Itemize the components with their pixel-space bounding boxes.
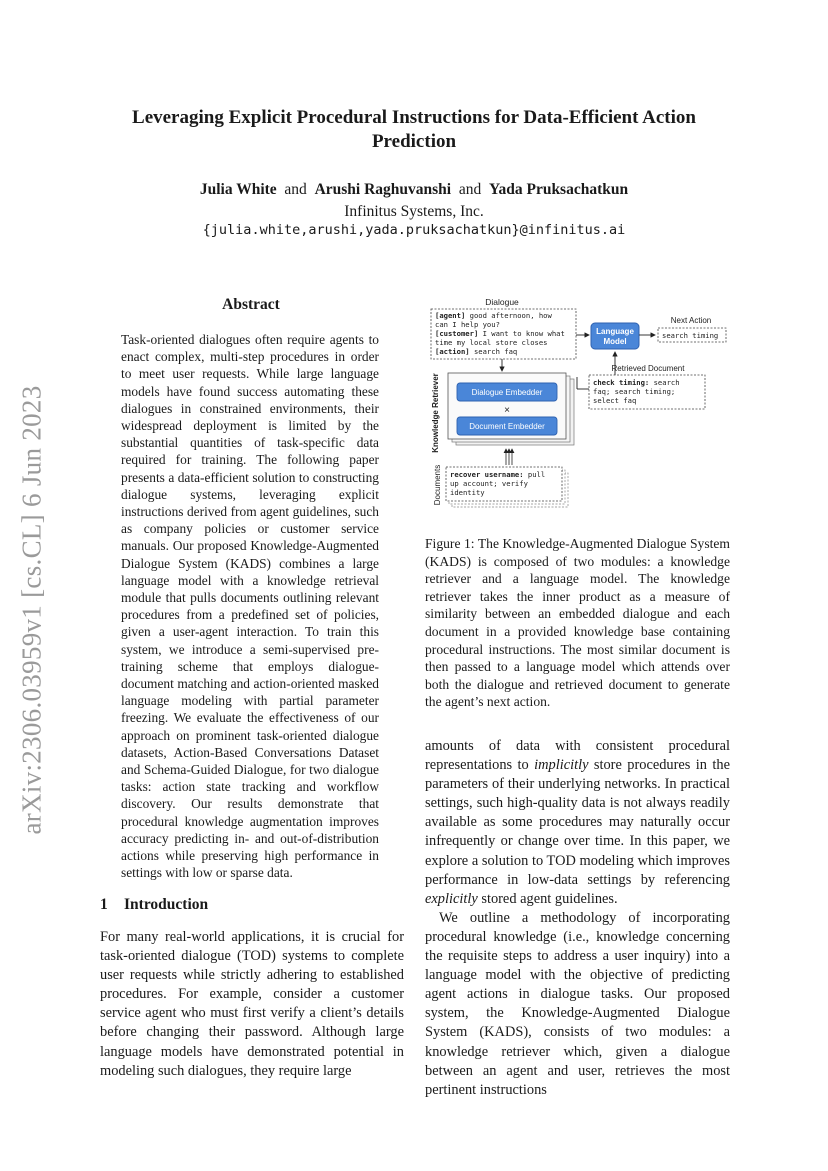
svg-text:recover username: pull: recover username: pull <box>450 470 546 479</box>
svg-text:can I help you?: can I help you? <box>435 320 500 329</box>
svg-text:up account; verify: up account; verify <box>450 479 528 488</box>
paragraph: We outline a methodology of incorporating procedural knowledge (i.e., knowledge concerning the requisite steps to address a user inquiry) into a language model with the objective of predicting agent actions in dialogue tasks. Our proposed system, the Knowledge-Augmented Dialogue System (KADS), consists of two modules: a knowledge retriever which, given a dialogue between an agent and user, retrieves the most pertinent instructions <box>425 909 730 1098</box>
language-model-label: Model <box>603 337 627 346</box>
svg-text:[action] search faq: [action] search faq <box>435 347 518 356</box>
retrieved-document-label: Retrieved Document <box>611 364 685 373</box>
documents-label: Documents <box>433 464 442 506</box>
inner-product-symbol: × <box>504 405 510 416</box>
section-title: Introduction <box>124 896 209 913</box>
dialogue-lines <box>435 311 565 356</box>
kads-figure <box>426 295 731 510</box>
arxiv-stamp: arXiv:2306.03959v1 [cs.CL] 6 Jun 2023 <box>16 385 47 835</box>
author-separator: and <box>458 181 482 198</box>
abstract-text: Task-oriented dialogues often require agents to enact complex, multi-step procedures in order to meet user requests. While large language models have found success automating these dialogues in constrained environments, their widespread deployment is limited by the substantial quantities of task-specific data required for training. The following paper presents a data-efficient solution to constructing dialogue systems, leveraging explicit instructions derived from agent guidelines, such as company policies or customer service manuals. Our proposed Knowledge-Augmented Dialogue System (KADS) combines a large language model with a knowledge retrieval module that pulls documents outlining relevant procedures from a predefined set of policies, given a user-agent interaction. To train this system, we introduce a semi-supervised pre-training scheme that employs dialogue-document matching and action-oriented masked language modeling with partial parameter freezing. We evaluate the effectiveness of our approach on prominent task-oriented dialogue datasets, Action-Based Conversations Dataset and Schema-Guided Dialogue, for two dialogue tasks: action state tracking and workflow discovery. Our results demonstrate that procedural knowledge augmentation improves accuracy predicting in- and out-of-distribution actions while preserving high performance in settings with low or sparse data. <box>121 332 379 881</box>
svg-text:check timing: search: check timing: search <box>593 378 680 387</box>
right-column-text <box>425 737 730 1100</box>
author-email[interactable]: {julia.white,arushi,yada.pruksachatkun}@infinitus.ai <box>202 222 626 238</box>
retrieved-document-lines <box>593 378 680 405</box>
next-action-text: search timing <box>662 331 719 340</box>
author-list <box>100 181 728 199</box>
knowledge-retriever-label: Knowledge Retriever <box>431 373 440 453</box>
abstract-heading: Abstract <box>222 296 280 313</box>
svg-text:identity: identity <box>450 488 485 497</box>
section-heading-introduction <box>100 896 208 914</box>
svg-text:time my local store closes: time my local store closes <box>435 338 548 347</box>
svg-text:faq; search timing;: faq; search timing; <box>593 387 676 396</box>
paper-title: Leveraging Explicit Procedural Instructions for Data-Efficient Action Prediction <box>132 107 696 152</box>
introduction-text: For many real-world applications, it is crucial for task-oriented dialogue (TOD) systems to complete user requests while strictly adhering to established procedures. For example, consider a customer service agent who must first verify a client’s details before changing their password. Although large language models have demonstrated potential in modeling such dialogues, they require large <box>100 929 404 1079</box>
author-name: Yada Pruksachatkun <box>489 181 629 198</box>
author-name: Julia White <box>199 181 277 198</box>
svg-text:[customer] I want to know what: [customer] I want to know what <box>435 329 565 338</box>
section-number: 1 <box>100 896 108 913</box>
dialogue-embedder-label: Dialogue Embedder <box>471 388 543 397</box>
figure-caption: Figure 1: The Knowledge-Augmented Dialogue System (KADS) is composed of two modules: a knowledge retriever and a language model. The knowledge retriever takes the inner product as a measure of similarity between an embedded dialogue and each document in a provided knowledge base containing procedural instructions. The most similar document is then passed to a language model which attends over both the dialogue and retrieved document to generate the agent’s next action. <box>425 536 730 710</box>
affiliation: Infinitus Systems, Inc. <box>344 203 484 220</box>
paragraph: amounts of data with consistent procedural representations to implicitly store procedures in the parameters of their underlying networks. In practical settings, such high-quality data is not always readily available as some procedures may naturally occur infrequently or change over time. In this paper, we explore a solution to TOD modeling which improves performance in low-data settings by referencing explicitly stored agent guidelines. <box>425 738 730 907</box>
next-action-label: Next Action <box>670 316 712 325</box>
author-name: Arushi Raghuvanshi <box>314 181 452 198</box>
svg-text:[agent] good afternoon, how: [agent] good afternoon, how <box>435 311 552 320</box>
svg-text:select faq: select faq <box>593 396 637 405</box>
document-embedder-label: Document Embedder <box>469 422 545 431</box>
author-separator: and <box>284 181 307 198</box>
language-model-label: Language <box>596 327 634 336</box>
dialogue-label: Dialogue <box>485 297 519 307</box>
